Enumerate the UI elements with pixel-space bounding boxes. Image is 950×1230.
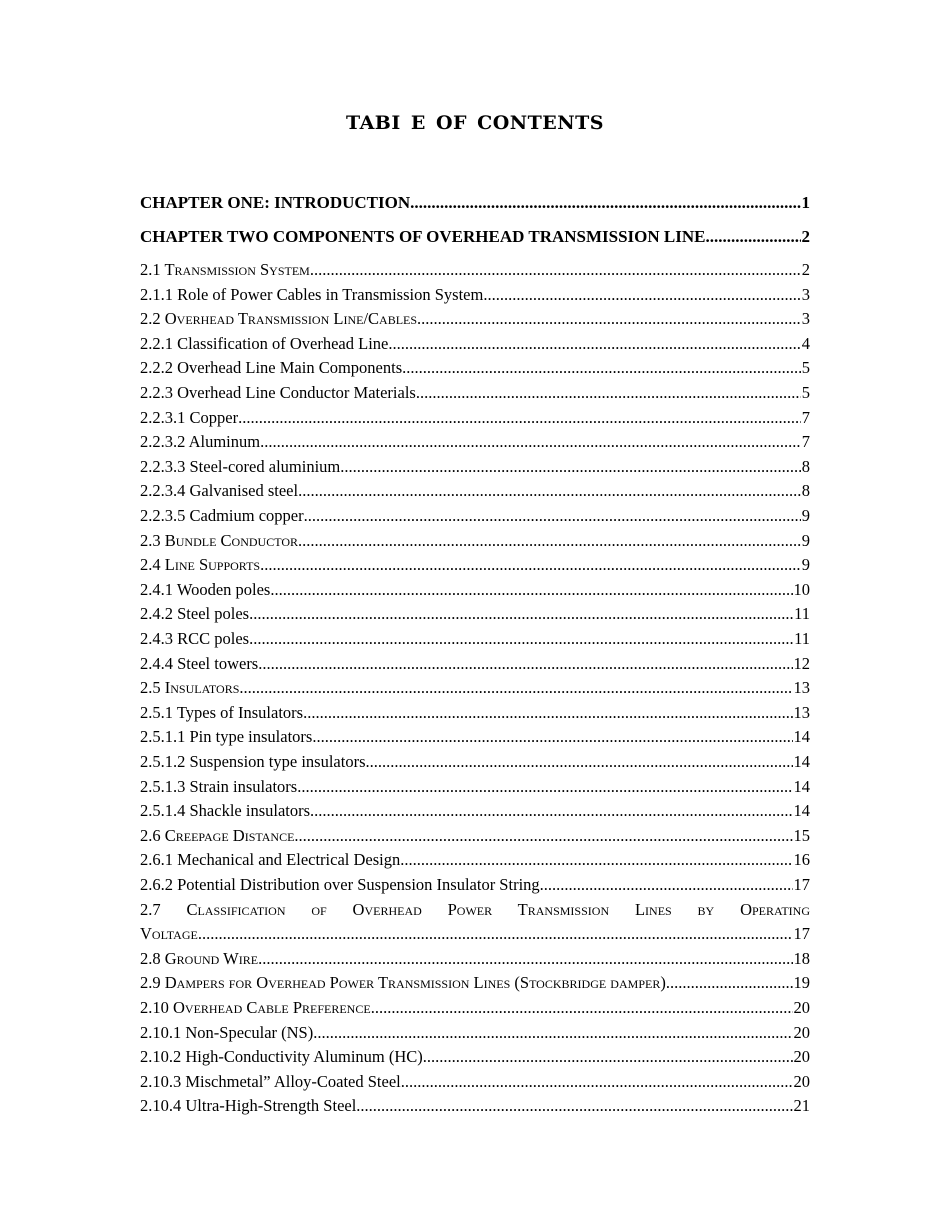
toc-page-number: 7 [801,432,810,452]
toc-entry-label: 2.2 Overhead Transmission Line/Cables [140,309,418,329]
toc-entry-label: 2.4.1 Wooden poles [140,579,271,599]
toc-page-number: 11 [794,604,810,624]
toc-entry[interactable] [140,826,810,846]
toc-entry-label: 2.3 Bundle Conductor [140,530,298,550]
toc-leader-dots [313,1023,792,1043]
toc-leader-dots [297,777,792,797]
toc-page-number: 9 [801,530,810,550]
toc-entry-label: 2.5.1.4 Shackle insulators [140,801,311,821]
toc-page-number: 4 [801,333,810,353]
toc-page-number: 20 [793,1071,810,1091]
toc-page-number: 18 [793,948,810,968]
toc-leader-dots [258,949,792,969]
toc-leader-dots [540,875,793,895]
toc-page-number: 1 [801,193,810,212]
toc-leader-dots [238,408,801,428]
toc-entry-label: 2.2.1 Classification of Overhead Line [140,333,389,353]
toc-page-number: 5 [801,358,810,378]
toc-entry-label: 2.2.3.1 Copper [140,407,239,427]
toc-entry-label: 2.8 Ground Wire [140,948,259,968]
toc-page-number: 9 [801,555,810,575]
toc-entry-label: 2.2.3.2 Aluminum [140,432,261,452]
toc-entry[interactable] [140,629,810,649]
toc-entry-label: 2.7 Classification of Overhead Power Transmission Lines by Operating [140,899,810,919]
toc-entry-label: 2.10.4 Ultra-High-Strength Steel [140,1096,357,1116]
toc-page-number: 20 [793,1047,810,1067]
toc-leader-dots [483,285,800,305]
toc-leader-dots [402,358,801,378]
page-title: TABI E OF CONTENTS [345,112,605,134]
toc-entry[interactable] [140,949,810,969]
toc-entry[interactable] [140,998,810,1018]
toc-entry-label: 2.10.3 Mischmetal” Alloy-Coated Steel [140,1071,401,1091]
toc-entry[interactable] [140,1096,810,1116]
toc-entry-label: 2.5.1.3 Strain insulators [140,776,298,796]
toc-entry-label: CHAPTER ONE: INTRODUCTION [140,193,411,212]
toc-page-number: 14 [793,776,810,796]
toc-entry[interactable] [140,850,810,870]
toc-entry[interactable] [140,752,810,772]
toc-entry[interactable] [140,703,810,723]
toc-leader-dots [423,1047,793,1067]
toc-entry-label: 2.4.4 Steel towers [140,653,259,673]
toc-entry-wrapped-line2 [140,924,810,944]
toc-entry[interactable] [140,309,810,329]
toc-entry[interactable] [140,1047,810,1067]
toc-entry[interactable] [140,383,810,403]
toc-leader-dots [270,580,792,600]
toc-entry[interactable] [140,260,810,280]
toc-leader-dots [310,260,801,280]
toc-page-number: 2 [801,227,810,246]
toc-entry-label: 2.4.3 RCC poles [140,629,250,648]
toc-leader-dots [371,998,793,1018]
toc-entry-label: 2.2.3 Overhead Line Conductor Materials [140,383,416,402]
toc-leader-dots [298,481,801,501]
toc-entry[interactable] [140,457,810,477]
toc-page-number: 15 [793,825,810,845]
toc-entry-label: 2.4.2 Steel poles [140,604,250,624]
toc-entry-label: Voltage [140,924,198,944]
toc-entry-label: 2.10.2 High-Conductivity Aluminum (HC) [140,1047,423,1067]
toc-leader-dots [249,604,793,624]
toc-leader-dots [298,531,801,551]
toc-leader-dots [249,629,793,649]
toc-entry[interactable] [140,973,810,993]
toc-leader-dots [258,654,792,674]
toc-entry-label: 2.5 Insulators [140,678,240,698]
toc-leader-dots [410,193,800,213]
toc-entry[interactable] [140,654,810,674]
toc-page-number: 2 [801,260,810,279]
toc-leader-dots [417,309,801,329]
toc-leader-dots [304,506,801,526]
toc-page-number: 8 [801,481,810,501]
toc-entry[interactable] [140,604,810,624]
toc-page-number: 17 [793,875,810,894]
toc-entry-label: 2.1.1 Role of Power Cables in Transmission System [140,284,484,304]
toc-entry[interactable] [140,334,810,354]
toc-page-number: 8 [801,456,810,476]
toc-leader-dots [198,924,793,944]
toc-page-number: 13 [793,678,810,698]
toc-entry[interactable] [140,875,810,895]
toc-page-number: 13 [793,702,810,722]
toc-entry-label: CHAPTER TWO COMPONENTS OF OVERHEAD TRANSMISSION LINE [140,227,706,246]
toc-page-number: 11 [794,629,810,648]
toc-entry-label: 2.6.1 Mechanical and Electrical Design [140,850,401,870]
toc-entry[interactable] [140,1023,810,1043]
toc-page-number: 16 [793,850,810,870]
toc-entry[interactable] [140,727,810,747]
toc-entry-label: 2.6.2 Potential Distribution over Suspension Insulator String [140,875,540,894]
toc-page-number: 5 [801,383,810,402]
toc-page-number: 9 [801,506,810,525]
toc-page-number: 19 [793,973,810,993]
toc-page-number: 3 [801,284,810,304]
toc-entry[interactable] [140,227,810,247]
toc-entry-label: 2.2.3.3 Steel-cored aluminium [140,456,341,476]
toc-page-number: 14 [793,727,810,747]
toc-entry-label: 2.4 Line Supports [140,555,261,575]
toc-leader-dots [260,432,801,452]
toc-entry[interactable] [140,531,810,551]
toc-entry-label: 2.5.1 Types of Insulators [140,702,304,722]
toc-entry-wrapped-line1 [140,900,810,920]
toc-entry[interactable] [140,432,810,452]
toc-page-number: 17 [793,924,810,944]
toc-entry[interactable] [140,481,810,501]
toc-page-number: 10 [793,579,810,599]
toc-entry-label: 2.2.3.4 Galvanised steel [140,481,299,501]
toc-entry[interactable] [140,285,810,305]
toc-entry[interactable] [140,193,810,213]
toc-entry-label: 2.5.1.2 Suspension type insulators [140,752,366,771]
toc-leader-dots [366,752,793,772]
toc-entry-label: 2.2.2 Overhead Line Main Components [140,358,403,378]
toc-leader-dots [670,973,793,993]
toc-leader-dots [340,457,801,477]
toc-leader-dots [294,826,792,846]
toc-leader-dots [310,801,792,821]
toc-entry[interactable] [140,555,810,575]
toc-page-number: 12 [793,653,810,673]
toc-entry[interactable] [140,678,810,698]
toc-page-number: 20 [793,998,810,1017]
toc-entry[interactable] [140,580,810,600]
toc-page-number: 14 [793,801,810,821]
toc-leader-dots [401,1072,793,1092]
toc-leader-dots [416,383,801,403]
toc-entry-label: 2.10 Overhead Cable Preference [140,998,371,1017]
toc-leader-dots [388,334,800,354]
toc-leader-dots [239,678,792,698]
toc-page-number: 3 [801,309,810,329]
toc-entry[interactable] [140,358,810,378]
toc-entry[interactable] [140,408,810,428]
toc-entry-label: 2.6 Creepage Distance [140,825,295,845]
toc-entry-label: 2.2.3.5 Cadmium copper [140,506,304,525]
toc-entry-label: 2.1 Transmission System [140,260,310,279]
toc-entry-label: 2.10.1 Non-Specular (NS) [140,1022,314,1042]
toc-entry[interactable] [140,506,810,526]
toc-page-number: 20 [793,1022,810,1042]
toc-page-number: 7 [801,407,810,427]
toc-page-number: 21 [793,1096,810,1116]
toc-leader-dots [260,555,801,575]
toc-entry[interactable] [140,801,810,821]
toc-leader-dots [303,703,792,723]
toc-entry[interactable] [140,777,810,797]
toc-entry-label: 2.5.1.1 Pin type insulators [140,727,313,747]
toc-page-number: 14 [793,752,810,771]
toc-leader-dots [356,1096,792,1116]
toc-entry[interactable] [140,1072,810,1092]
toc-leader-dots [312,727,792,747]
toc-entry-label: 2.9 Dampers for Overhead Power Transmission Lines (Stockbridge damper). [140,973,670,993]
toc-leader-dots [706,227,801,247]
toc-leader-dots [400,850,792,870]
